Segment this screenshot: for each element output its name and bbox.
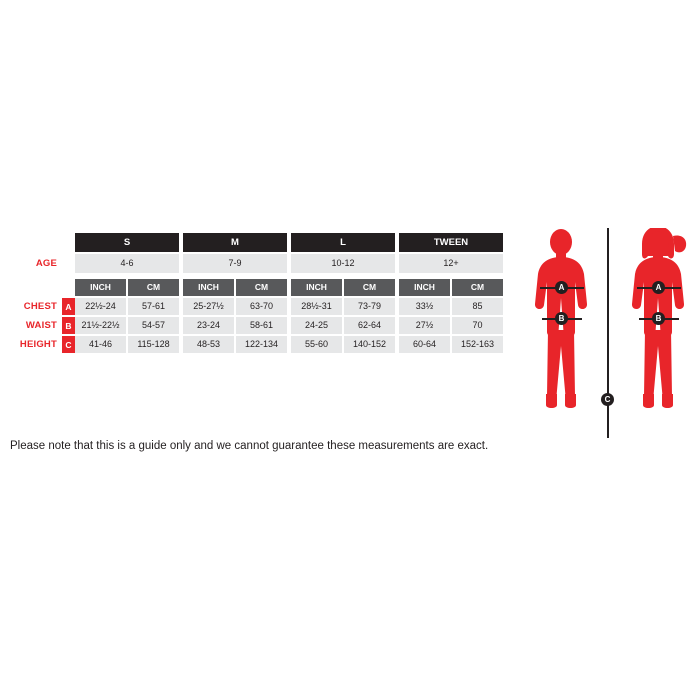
waist-group-l <box>291 317 395 334</box>
row-tag-chest: A <box>62 298 75 315</box>
age-value-l: 10-12 <box>291 254 395 273</box>
chest-group-m <box>183 298 287 315</box>
waist-inch-s: 21½-22½ <box>75 317 126 334</box>
chest-inch-l: 28½-31 <box>291 298 342 315</box>
row-label-chest: CHEST <box>23 301 57 312</box>
chest-group-tween <box>399 298 503 315</box>
size-group-tween <box>399 233 503 252</box>
height-marker: C <box>601 393 614 406</box>
unit-group-m <box>183 279 287 296</box>
row-label-spacer-2 <box>10 279 60 296</box>
age-value-s: 4-6 <box>75 254 179 273</box>
chest-cm-m: 63-70 <box>236 298 287 315</box>
height-cm-s: 115-128 <box>128 336 179 353</box>
row-tag-age <box>62 255 75 272</box>
age-value-m: 7-9 <box>183 254 287 273</box>
unit-inch-m: INCH <box>183 279 234 296</box>
height-cm-tween: 152-163 <box>452 336 503 353</box>
height-cm-m: 122-134 <box>236 336 287 353</box>
age-group-s <box>75 254 179 273</box>
waist-group-m <box>183 317 287 334</box>
waist-inch-tween: 27½ <box>399 317 450 334</box>
table-row-chest <box>10 298 530 315</box>
height-cm-l: 140-152 <box>344 336 395 353</box>
waist-cm-m: 58-61 <box>236 317 287 334</box>
table-row-units <box>10 279 530 296</box>
row-tag-waist: B <box>62 317 75 334</box>
girl-waist-marker: B <box>652 312 665 325</box>
height-group-tween <box>399 336 503 353</box>
size-header-s: S <box>75 233 179 252</box>
row-label-age: AGE <box>35 258 57 269</box>
chest-inch-m: 25-27½ <box>183 298 234 315</box>
unit-group-tween <box>399 279 503 296</box>
chest-inch-s: 22½-24 <box>75 298 126 315</box>
size-group-s <box>75 233 179 252</box>
waist-inch-l: 24-25 <box>291 317 342 334</box>
waist-cm-tween: 70 <box>452 317 503 334</box>
size-header-m: M <box>183 233 287 252</box>
unit-cm-s: CM <box>128 279 179 296</box>
height-inch-tween: 60-64 <box>399 336 450 353</box>
chest-group-l <box>291 298 395 315</box>
unit-group-s <box>75 279 179 296</box>
unit-inch-s: INCH <box>75 279 126 296</box>
age-group-tween <box>399 254 503 273</box>
waist-inch-m: 23-24 <box>183 317 234 334</box>
boy-waist-marker: B <box>555 312 568 325</box>
chest-inch-tween: 33½ <box>399 298 450 315</box>
height-inch-m: 48-53 <box>183 336 234 353</box>
row-tag-spacer <box>62 234 75 251</box>
table-row-sizes <box>10 233 530 252</box>
row-label-spacer <box>10 233 60 252</box>
age-group-m <box>183 254 287 273</box>
row-tag-spacer-2 <box>62 279 75 296</box>
height-inch-l: 55-60 <box>291 336 342 353</box>
chest-cm-tween: 85 <box>452 298 503 315</box>
unit-cm-tween: CM <box>452 279 503 296</box>
chest-cm-s: 57-61 <box>128 298 179 315</box>
row-label-height: HEIGHT <box>19 339 57 350</box>
unit-cm-l: CM <box>344 279 395 296</box>
unit-inch-l: INCH <box>291 279 342 296</box>
height-inch-s: 41-46 <box>75 336 126 353</box>
row-label-waist: WAIST <box>25 320 57 331</box>
size-group-l <box>291 233 395 252</box>
size-table <box>10 233 530 355</box>
waist-group-s <box>75 317 179 334</box>
height-line <box>607 228 609 438</box>
boy-chest-marker: A <box>555 281 568 294</box>
waist-cm-l: 62-64 <box>344 317 395 334</box>
waist-group-tween <box>399 317 503 334</box>
table-row-height <box>10 336 530 353</box>
size-header-l: L <box>291 233 395 252</box>
table-row-age <box>10 254 530 273</box>
height-group-s <box>75 336 179 353</box>
disclaimer-note: Please note that this is a guide only and we cannot guarantee these measurements are exact. <box>10 440 489 452</box>
girl-chest-marker: A <box>652 281 665 294</box>
body-figures <box>524 228 694 458</box>
waist-cm-s: 54-57 <box>128 317 179 334</box>
chest-group-s <box>75 298 179 315</box>
unit-inch-tween: INCH <box>399 279 450 296</box>
height-group-l <box>291 336 395 353</box>
unit-cm-m: CM <box>236 279 287 296</box>
age-group-l <box>291 254 395 273</box>
unit-group-l <box>291 279 395 296</box>
size-group-m <box>183 233 287 252</box>
size-header-tween: TWEEN <box>399 233 503 252</box>
chest-cm-l: 73-79 <box>344 298 395 315</box>
table-row-waist <box>10 317 530 334</box>
height-group-m <box>183 336 287 353</box>
row-tag-height: C <box>62 336 75 353</box>
figure-illustrations <box>524 228 694 458</box>
age-value-tween: 12+ <box>399 254 503 273</box>
